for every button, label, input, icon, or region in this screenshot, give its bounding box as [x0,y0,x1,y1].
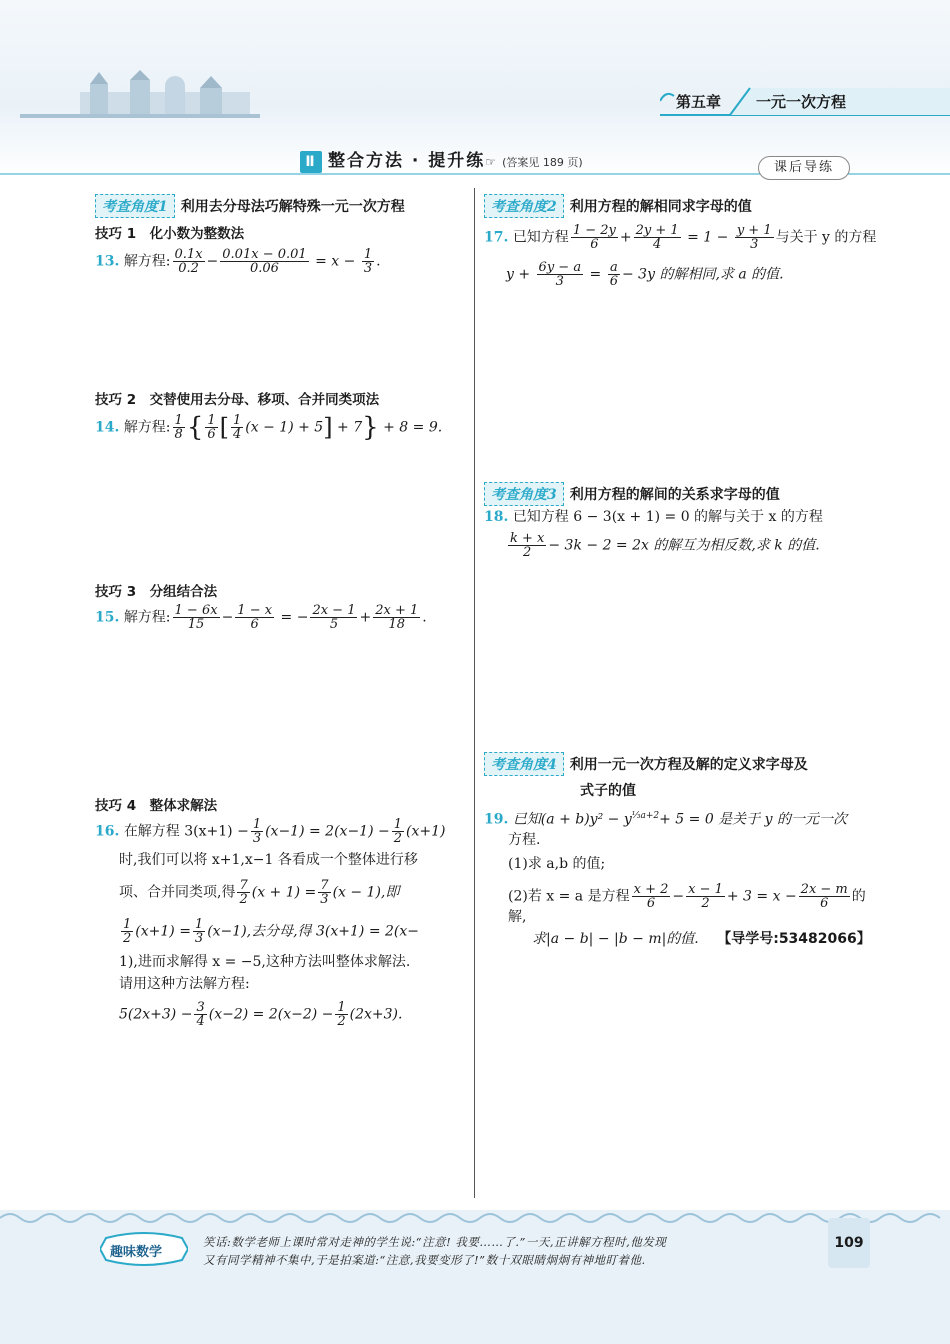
section-title-text: 整合方法 · 提升练 [328,151,486,171]
problem-19-q1: (1)求 a,b 的值; [508,855,606,872]
problem-16-eq-b: (x−2) = 2(x−2) − [208,1006,334,1023]
section-2-heading [484,194,752,218]
problem-16-line-3c: (x − 1),即 [332,884,400,901]
section-2-tag: 考查角度2 [484,194,564,218]
problem-14-number: 14. [95,419,120,436]
section-3-tag: 考查角度3 [484,482,564,506]
problem-13: 13. 解方程: $\frac{0.1x}{0.2}$ − $\frac{0.01x - 0.01}{0.06}$ = x − $\frac{1}{3}$ . [95,247,381,276]
after-class-label: 课后导练 [758,156,850,180]
problem-19-line-2: 方程. [508,831,541,848]
problem-16: 16. 在解方程 3(x+1) − $\frac{1}{3}$ (x−1) = 2(x−1) − $\frac{1}{2}$ (x+1) 时,我们可以将 x+1,x−1 各看成一个整体进行移 项、合并同类项,得 $\frac{7}{2}$ (x + 1) = $\frac{7}{3}$ (x − 1),即 $\frac{1}{2}$ (x+1) = $\frac{1}{3}$ (x−1),去分母,得 3(x+1) = 2(x− 1),进而求解得 x = −5,这种方法叫整体求解法. 请用这种方法解方程: 5(2x+3) − $\frac{3}{4}$ (x−2) = 2(x−2) − $\frac{1}{2}$ (2x+3). [95,818,470,1028]
footer-band [0,1210,950,1344]
problem-19-q2c: 的解, [508,888,866,925]
problem-16-eq-c: (2x+3). [349,1006,403,1023]
fraction: $\frac{1}{3}$ [363,247,373,276]
chapter-title: 一元一次方程 [756,93,847,111]
section-badge: Ⅱ [300,151,322,173]
footer-wave-border [0,1210,950,1226]
column-divider [474,188,475,1198]
problem-19-line-1b: + 5 = 0 是关于 y 的一元一次 [659,811,847,828]
skill-4: 技巧 4 整体求解法 [95,798,218,814]
problem-14: 14. 解方程: $\frac{1}{8}$ { $\frac{1}{6}$ [ $\frac{1}{4}$ (x − 1) + 5] + 7} + 8 = 9. [95,412,443,443]
problem-16-lead: 在解方程 3(x+1) − [123,823,249,840]
fun-math-logo-text: 趣味数学 [110,1245,163,1260]
joke-line-2: 又有同学精神不集中,于是拍案道:“注意,我要变形了!”数十双眼睛炯炯有神地盯着他. [203,1253,646,1267]
section-4-title-cont: 式子的值 [580,783,636,799]
section-3-heading [484,482,780,506]
section-title [300,146,583,173]
problem-19-number: 19. [484,811,509,828]
castle-illustration [20,70,260,120]
problem-13-lead: 解方程: [123,253,171,270]
skill-2: 技巧 2 交替使用去分母、移项、合并同类项法 [95,392,380,408]
problem-16-line-4b: (x−1),去分母,得 3(x+1) = 2(x− [207,923,420,940]
problem-18-number: 18. [484,509,509,525]
skill-1: 技巧 1 化小数为整数法 [95,226,245,242]
problem-19-q2d: 求|a − b| − |b − m|的值. [532,930,699,947]
problem-15-number: 15. [95,609,120,626]
section-3-title: 利用方程的解间的关系求字母的值 [569,487,780,503]
problem-16-line-3b: (x + 1) = [251,884,317,901]
fraction: $\frac{0.1x}{0.2}$ [174,247,203,276]
problem-17: 17. 已知方程 $\frac{1 - 2y}{6}$ + $\frac{2y + 1}{4}$ = 1 − $\frac{y + 1}{3}$ 与关于 y 的方程 y + $\frac{6y - a}{3}$ = $\frac{a}{6}$ − 3y 的解相同,求 a 的值. [484,223,877,289]
joke-line-1: 笑话:数学老师上课时常对走神的学生说:“注意! 我要……了.”一天,正讲解方程时,他发现 [203,1235,667,1249]
problem-18-line-2: − 3k − 2 = 2x 的解互为相反数,求 k 的值. [548,537,820,554]
problem-18-line-1: 已知方程 6 − 3(x + 1) = 0 的解与关于 x 的方程 [512,509,823,525]
problem-17-lead: 已知方程 [512,229,569,246]
problem-16-line-2: 时,我们可以将 x+1,x−1 各看成一个整体进行移 [119,852,418,868]
problem-15-lead: 解方程: [123,609,171,626]
guide-number: 【导学号:53482066】 [717,930,871,947]
section-4-title: 利用一元一次方程及解的定义求字母及 [569,757,808,773]
problem-18: 18. 已知方程 6 − 3(x + 1) = 0 的解与关于 x 的方程 $\frac{k + x}{2}$ − 3k − 2 = 2x 的解互为相反数,求 k 的值. [484,509,823,560]
problem-16-line-3a: 项、合并同类项,得 [119,884,236,901]
problem-19-q2b: + 3 = x − [726,888,797,905]
problem-17-tail: 与关于 y 的方程 [775,229,877,246]
chapter-label: 第五章 [676,93,722,111]
problem-16-number: 16. [95,823,120,840]
answer-reference: (答案见 189 页) [502,156,583,169]
page-number: 109 [828,1218,870,1268]
problem-17-line-2: − 3y 的解相同,求 a 的值. [622,266,784,283]
problem-15: 15. 解方程: $\frac{1 - 6x}{15}$ − $\frac{1 - x}{6}$ = − $\frac{2x - 1}{5}$ + $\frac{2x + 1}{18}$ . [95,603,427,632]
problem-14-lead: 解方程: [123,419,171,436]
section-2-title: 利用方程的解相同求字母的值 [569,199,752,215]
problem-19: 19. 已知$(a + b)y^2 - y^{\frac{1}{3}a+2}+ 5 = 0$ 是关于 y 的一元一次 方程. (1)求 a,b 的值; (2)若 x = a 是方程 $\frac{x + 2}{6}$ − $\frac{x - 1}{2}$ + 3 = x − $\frac{2x - m}{6}$ 的解, 求|a − b| − |b − m|的值. 【导学号:53482066】 [484,812,884,946]
section-4-heading [484,752,808,776]
problem-19-line-1: 已知(a + b)y² − y [512,811,632,828]
problem-16-line-5: 1),进而求解得 x = −5,这种方法叫整体求解法. [119,954,411,970]
problem-17-number: 17. [484,229,509,246]
skill-3: 技巧 3 分组结合法 [95,584,218,600]
section-1-heading [95,194,405,218]
fraction: $\frac{0.01x - 0.01}{0.06}$ [222,247,307,276]
problem-19-q2a: (2)若 x = a 是方程 [508,888,630,905]
footer-joke [203,1233,803,1269]
section-1-tag: 考查角度1 [95,194,175,218]
section-4-tag: 考查角度4 [484,752,564,776]
problem-16-eq-a: 5(2x+3) − [119,1006,193,1023]
problem-13-number: 13. [95,253,120,270]
section-1-title: 利用去分母法巧解特殊一元一次方程 [180,199,405,215]
pointing-hand-icon: ☞ [485,155,499,169]
problem-16-line-6: 请用这种方法解方程: [119,976,250,992]
